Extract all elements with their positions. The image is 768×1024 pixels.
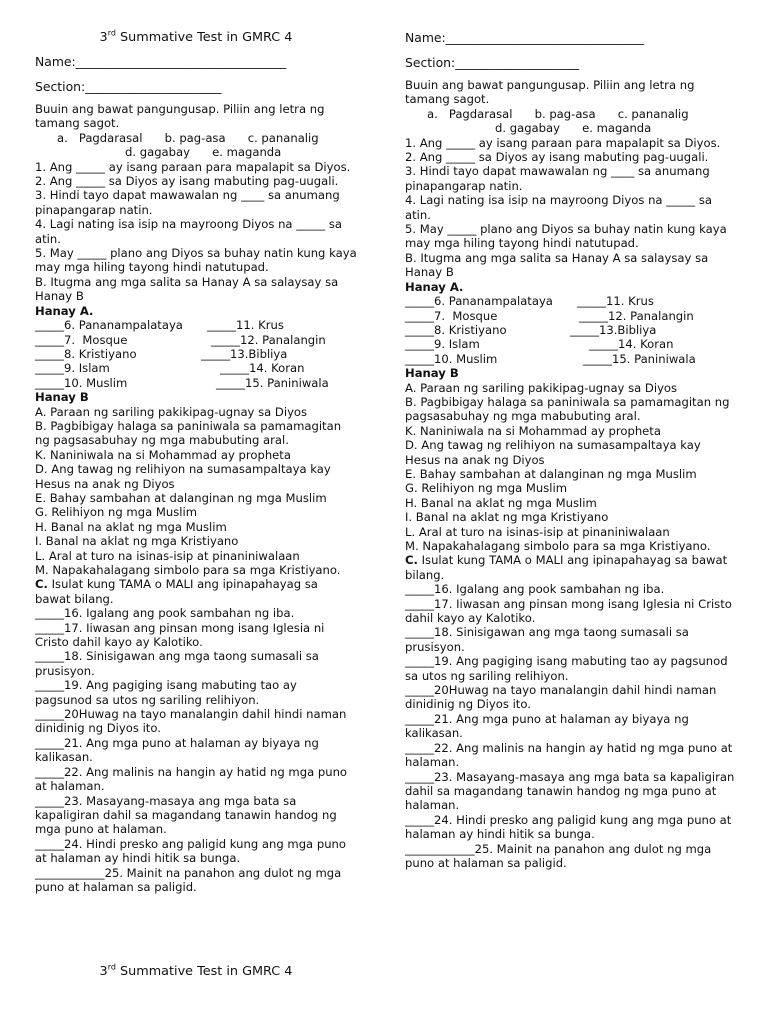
hanay-a-row bbox=[35, 361, 357, 375]
hanay-a-row bbox=[35, 376, 357, 390]
true-false-item: ____________25. Mainit na panahon ang dulot ng mga puno at halaman sa paligid. bbox=[35, 865, 342, 894]
part-a-instructions: Buuin ang bawat pangungusap. Piliin ang letra ng tamang sagot. bbox=[405, 78, 695, 107]
right-test-column bbox=[405, 0, 735, 870]
hanay-b-item: A. Paraan ng sariling pakikipag-ugnay sa Diyos bbox=[405, 380, 678, 395]
hanay-b-item: L. Aral at turo na isinas-isip at pinaniniwalaan bbox=[35, 548, 300, 563]
hanay-a-row bbox=[405, 309, 735, 323]
match-item: _____6. Pananampalataya bbox=[35, 318, 183, 333]
match-item: _____11. Krus bbox=[577, 294, 654, 309]
part-b-instructions: B. Itugma ang mga salita sa Hanay A sa salaysay sa Hanay B bbox=[405, 250, 709, 280]
name-field: Name:________________________________ bbox=[405, 30, 644, 45]
true-false-item: _____19. Ang pagiging isang mabuting tao ay pagsunod sa utos ng sariling relihiyon. bbox=[35, 678, 297, 707]
question-4: 4. Lagi nating isa isip na mayroong Diyos na _____ sa atin. bbox=[405, 193, 713, 222]
hanay-b-label: Hanay B bbox=[405, 366, 459, 381]
hanay-b-item: D. Ang tawag ng relihiyon na sumasampaltaya kay Hesus na anak ng Diyos bbox=[35, 462, 331, 491]
name-field: Name:__________________________________ bbox=[35, 54, 287, 69]
hanay-a-row bbox=[405, 337, 735, 351]
hanay-a-row bbox=[405, 294, 735, 308]
hanay-b-item: E. Bahay sambahan at dalanginan ng mga Muslim bbox=[35, 490, 327, 505]
part-b-instructions: B. Itugma ang mga salita sa Hanay A sa salaysay sa Hanay B bbox=[35, 274, 339, 304]
true-false-item: _____21. Ang mga puno at halaman ay biyaya ng kalikasan. bbox=[405, 711, 689, 741]
match-item: _____13.Bibliya bbox=[570, 322, 657, 337]
part-c-instructions: C. Isulat kung TAMA o MALI ang ipinapahayag sa bawat bilang. bbox=[405, 553, 728, 582]
part-a-instructions: Buuin ang bawat pangungusap. Piliin ang letra ng tamang sagot. bbox=[35, 102, 325, 131]
hanay-b-label: Hanay B bbox=[35, 390, 89, 405]
hanay-b-item: I. Banal na aklat ng mga Kristiyano bbox=[35, 534, 239, 549]
question-3: 3. Hindi tayo dapat mawawalan ng ____ sa anumang pinapangarap natin. bbox=[405, 164, 710, 193]
hanay-b-item: E. Bahay sambahan at dalanginan ng mga Muslim bbox=[405, 466, 697, 481]
true-false-item: _____23. Masayang-masaya ang mga bata sa kapaligiran dahil sa magandang tanawin handog ng mga puno at halaman. bbox=[405, 769, 735, 813]
true-false-item: _____18. Sinisigawan ang mga taong sumasali sa prusisyon. bbox=[405, 625, 689, 654]
hanay-b-item: H. Banal na aklat ng mga Muslim bbox=[35, 519, 227, 534]
match-item: _____7. Mosque bbox=[35, 332, 128, 347]
true-false-item: _____16. Igalang ang pook sambahan ng iba. bbox=[405, 582, 665, 597]
hanay-b-item: B. Pagbibigay halaga sa paniniwala sa pamamagitan ng pagsasabuhay ng mga mabubuting aral. bbox=[35, 418, 342, 448]
true-false-item: _____18. Sinisigawan ang mga taong sumasali sa prusisyon. bbox=[35, 649, 319, 678]
true-false-item: _____22. Ang malinis na hangin ay hatid ng mga puno at halaman. bbox=[35, 764, 348, 794]
match-item: _____12. Panalangin bbox=[211, 332, 326, 347]
choices-row-2: d. gagabay e. maganda bbox=[125, 145, 282, 160]
hanay-a-row bbox=[35, 318, 357, 332]
true-false-item: _____17. Iiwasan ang pinsan mong isang Iglesia ni Cristo dahil kayo ay Kalotiko. bbox=[35, 620, 325, 650]
match-item: _____10. Muslim bbox=[405, 351, 498, 366]
hanay-a-label: Hanay A. bbox=[35, 303, 94, 318]
true-false-item: _____22. Ang malinis na hangin ay hatid ng mga puno at halaman. bbox=[405, 740, 733, 770]
hanay-b-item: I. Banal na aklat ng mga Kristiyano bbox=[405, 510, 609, 525]
match-item: _____11. Krus bbox=[207, 318, 284, 333]
match-item: _____8. Kristiyano bbox=[405, 322, 507, 337]
match-item: _____14. Koran bbox=[589, 337, 674, 352]
true-false-item: _____23. Masayang-masaya ang mga bata sa kapaligiran dahil sa magandang tanawin handog ng mga puno at halaman. bbox=[35, 793, 337, 837]
hanay-a-row bbox=[405, 323, 735, 337]
match-item: _____8. Kristiyano bbox=[35, 346, 137, 361]
hanay-a-label: Hanay A. bbox=[405, 279, 464, 294]
match-item: _____6. Pananampalataya bbox=[405, 294, 553, 309]
match-item: _____14. Koran bbox=[220, 361, 305, 376]
hanay-b-item: H. Banal na aklat ng mga Muslim bbox=[405, 495, 597, 510]
section-field: Section:______________________ bbox=[35, 79, 222, 94]
match-item: _____12. Panalangin bbox=[579, 308, 694, 323]
question-5: 5. May _____ plano ang Diyos sa buhay natin kung kaya may mga hiling tayong hindi natutupad. bbox=[405, 222, 727, 251]
choices-row-1: a. Pagdarasal b. pag-asa c. pananalig bbox=[427, 106, 689, 121]
hanay-b-item: K. Naniniwala na si Mohammad ay propheta bbox=[405, 423, 661, 438]
true-false-item: _____19. Ang pagiging isang mabuting tao ay pagsunod sa utos ng sariling relihiyon. bbox=[405, 654, 728, 683]
hanay-a-row bbox=[35, 333, 357, 347]
hanay-b-item: M. Napakahalagang simbolo para sa mga Kristiyano. bbox=[405, 539, 711, 553]
left-test-column bbox=[35, 0, 357, 894]
true-false-item: _____24. Hindi presko ang paligid kung ang mga puno at halaman ay hindi hitik sa bunga. bbox=[35, 836, 346, 866]
hanay-b-item: G. Relihiyon ng mga Muslim bbox=[35, 505, 197, 520]
match-item: _____10. Muslim bbox=[35, 375, 128, 390]
choices-row-1: a. Pagdarasal b. pag-asa c. pananalig bbox=[57, 130, 319, 145]
part-c-instructions: C. Isulat kung TAMA o MALI ang ipinapahayag sa bawat bilang. bbox=[35, 577, 318, 606]
true-false-item: _____17. Iiwasan ang pinsan mong isang Iglesia ni Cristo dahil kayo ay Kalotiko. bbox=[405, 596, 732, 626]
true-false-item: _____16. Igalang ang pook sambahan ng iba. bbox=[35, 606, 295, 621]
question-5: 5. May _____ plano ang Diyos sa buhay natin kung kaya may mga hiling tayong hindi natutupad. bbox=[35, 246, 357, 275]
question-1: 1. Ang _____ ay isang paraan para mapalapit sa Diyos. bbox=[35, 159, 351, 174]
match-item: _____9. Islam bbox=[35, 361, 110, 376]
true-false-item: _____20Huwag na tayo manalangin dahil hindi naman dinidinig ng Diyos ito. bbox=[35, 707, 347, 736]
hanay-b-item: K. Naniniwala na si Mohammad ay propheta bbox=[35, 447, 291, 462]
hanay-b-item: M. Napakahalagang simbolo para sa mga Kristiyano. bbox=[35, 563, 341, 577]
next-page-title: 3rd Summative Test in GMRC 4 bbox=[99, 962, 293, 979]
match-item: _____13.Bibliya bbox=[201, 346, 288, 361]
match-item: _____9. Islam bbox=[405, 337, 480, 352]
hanay-b-item: D. Ang tawag ng relihiyon na sumasampaltaya kay Hesus na anak ng Diyos bbox=[405, 438, 701, 467]
true-false-item: _____24. Hindi presko ang paligid kung ang mga puno at halaman ay hindi hitik sa bunga. bbox=[405, 812, 732, 842]
hanay-a-row bbox=[35, 347, 357, 361]
question-4: 4. Lagi nating isa isip na mayroong Diyos na _____ sa atin. bbox=[35, 217, 343, 246]
true-false-item: ____________25. Mainit na panahon ang dulot ng mga puno at halaman sa paligid. bbox=[405, 841, 712, 870]
true-false-item: _____21. Ang mga puno at halaman ay biyaya ng kalikasan. bbox=[35, 735, 319, 765]
question-2: 2. Ang _____ sa Diyos ay isang mabuting pag-uugali. bbox=[405, 150, 709, 165]
hanay-b-item: A. Paraan ng sariling pakikipag-ugnay sa Diyos bbox=[35, 404, 308, 419]
hanay-b-item: B. Pagbibigay halaga sa paniniwala sa pamamagitan ng pagsasabuhay ng mga mabubuting aral. bbox=[405, 394, 730, 424]
question-2: 2. Ang _____ sa Diyos ay isang mabuting pag-uugali. bbox=[35, 174, 339, 189]
choices-row-2: d. gagabay e. maganda bbox=[495, 121, 652, 136]
question-3: 3. Hindi tayo dapat mawawalan ng ____ sa anumang pinapangarap natin. bbox=[35, 188, 340, 217]
hanay-a-row bbox=[405, 352, 735, 366]
section-field: Section:____________________ bbox=[405, 55, 580, 70]
hanay-b-item: L. Aral at turo na isinas-isip at pinaniniwalaan bbox=[405, 524, 670, 539]
question-1: 1. Ang _____ ay isang paraan para mapalapit sa Diyos. bbox=[405, 135, 721, 150]
match-item: _____15. Paniniwala bbox=[216, 375, 329, 390]
true-false-item: _____20Huwag na tayo manalangin dahil hindi naman dinidinig ng Diyos ito. bbox=[405, 683, 717, 712]
hanay-b-item: G. Relihiyon ng mga Muslim bbox=[405, 481, 567, 496]
match-item: _____7. Mosque bbox=[405, 308, 498, 323]
test-title: 3rd Summative Test in GMRC 4 bbox=[99, 28, 293, 45]
match-item: _____15. Paniniwala bbox=[583, 351, 696, 366]
